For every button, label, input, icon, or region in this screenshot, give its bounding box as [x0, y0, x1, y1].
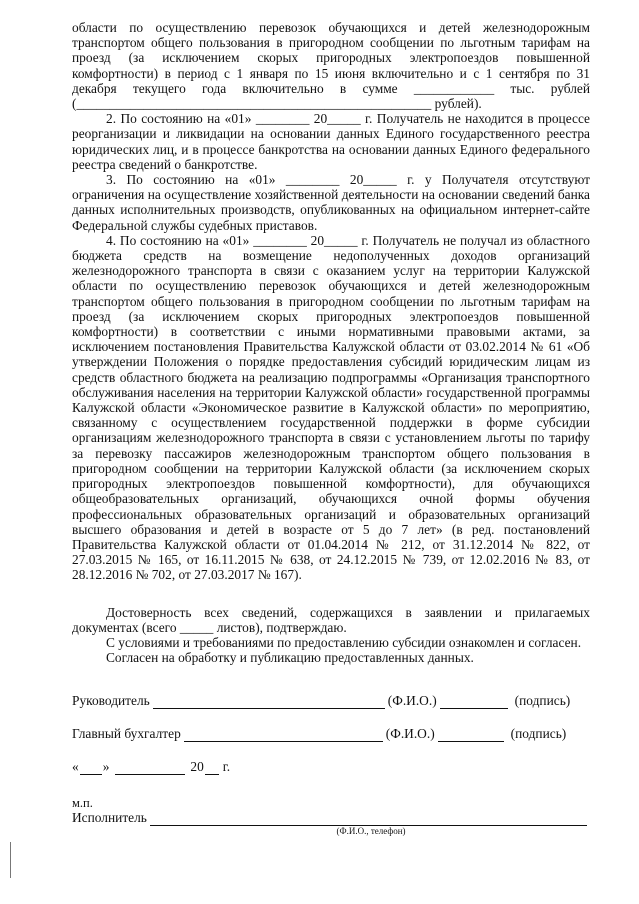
executor-caption: (Ф.И.О., телефон): [336, 826, 406, 837]
executor-row: [72, 810, 590, 826]
accountant-label: Главный бухгалтер: [72, 726, 181, 742]
head-fio-label: (Ф.И.О.): [387, 693, 437, 709]
date-day-line[interactable]: [80, 763, 102, 775]
date-year-line[interactable]: [205, 763, 219, 775]
signature-row-accountant: [72, 726, 590, 742]
date-close-quote: »: [102, 759, 110, 775]
date-year-prefix: 20: [190, 759, 204, 775]
paragraph-confirmation: Достоверность всех сведений, содержащихся в заявлении и прилагаемых документах (всего _____ листов), подтверждаю.: [72, 604, 590, 635]
paragraph-agree-data: Согласен на обработку и публикацию предоставленных данных.: [106, 650, 474, 666]
document-page: [72, 20, 590, 836]
paragraph-item-4: 4. По состоянию на «01» ________ 20_____ г. Получатель не получал из областного бюджета средств на возмещение недополученных доходов организаций железнодорожного транспорта в связи с оказанием услуг на территории Калужской области по осуществлению перевозок обучающихся и детей железнодорожным транспортом общего пользования в пригородном сообщении по льготным тарифам на проезд (за исключением скорых пригородных электропоездов повышенной комфортности) в соответствии с иными нормативными правовыми актами, за исключением постановления Правительства Калужской области от 03.02.2014 № 61 «Об утверждении Положения о порядке предоставления субсидий юридическим лицам из средств областного бюджета на реализацию подпрограммы «Организация транспортного обслуживания населения на территории Калужской области» государственной программы Калужской области «Экономическое развитие в Калужской области» по мероприятию, связанному с осуществлением государственной поддержки в форме субсидии организациям железнодорожного транспорта в связи с установлением льготы по тарифу за перевозку пассажиров железнодорожным транспортом общего пользования в пригородном сообщении на территории Калужской области (за исключением скорых пригородных электропоездов повышенной комфортности), для обучающихся общеобразовательных организаций, обучающихся очной формы обучения профессиональных образовательных организаций и образовательных организаций высшего образования и детей в возрасте от 5 до 7 лет» (в ред. постановлений Правительства Калужской области от 01.04.2014 № 212, от 31.12.2014 № 822, от 27.03.2015 № 165, от 16.11.2015 № 638, от 24.12.2015 № 739, от 12.02.2016 № 83, от 28.12.2016 № 702, от 27.03.2017 № 167).: [72, 232, 590, 583]
signature-row-head: [72, 693, 590, 709]
paragraph-item-3: 3. По состоянию на «01» ________ 20_____ г. у Получателя отсутствуют ограничения на осуществление хозяйственной деятельности на основании сведений банка данных исполнительных производств, опубликованных на официальном интернет-сайте Федеральной службы судебных приставов.: [72, 172, 590, 233]
scan-margin-mark: [10, 842, 11, 878]
accountant-sign-label: (подпись): [510, 726, 567, 742]
accountant-fio-label: (Ф.И.О.): [385, 726, 435, 742]
accountant-name-line[interactable]: [184, 730, 383, 742]
stamp-label: м.п.: [72, 796, 93, 811]
paragraph-agree-terms: С условиями и требованиями по предоставлению субсидии ознакомлен и согласен.: [106, 634, 582, 650]
head-sign-label: (подпись): [514, 693, 571, 709]
date-year-suffix: г.: [222, 759, 231, 775]
stamp-row: [72, 797, 590, 810]
head-label: Руководитель: [72, 693, 150, 709]
date-month-line[interactable]: [115, 763, 185, 775]
executor-caption-wrap: [72, 826, 590, 836]
date-open-quote: «: [72, 759, 79, 775]
executor-label: Исполнитель: [72, 810, 147, 826]
paragraph-subsidy-amount: области по осуществлению перевозок обучающихся и детей железнодорожным транспортом общего пользования в пригородном сообщении по льготным тарифам на проезд (за исключением скорых пригородных электропоездов повышенной комфортности) в период с 1 января по 15 июня включительно и с 1 сентября по 31 декабря текущего года включительно в сумме ____________ тыс. рублей (_____________________________________________________ рублей).: [72, 20, 590, 112]
paragraph-item-2: 2. По состоянию на «01» ________ 20_____ г. Получатель не находится в процессе реорганизации и ликвидации на основании данных Единого государственного реестра юридических лиц, и в процессе банкротства на основании данных Единого федерального реестра сведений о банкротстве.: [72, 111, 590, 172]
accountant-signature-line[interactable]: [438, 730, 504, 742]
head-name-line[interactable]: [153, 697, 385, 709]
date-row: [72, 759, 590, 775]
head-signature-line[interactable]: [440, 697, 508, 709]
executor-line[interactable]: [150, 814, 587, 826]
